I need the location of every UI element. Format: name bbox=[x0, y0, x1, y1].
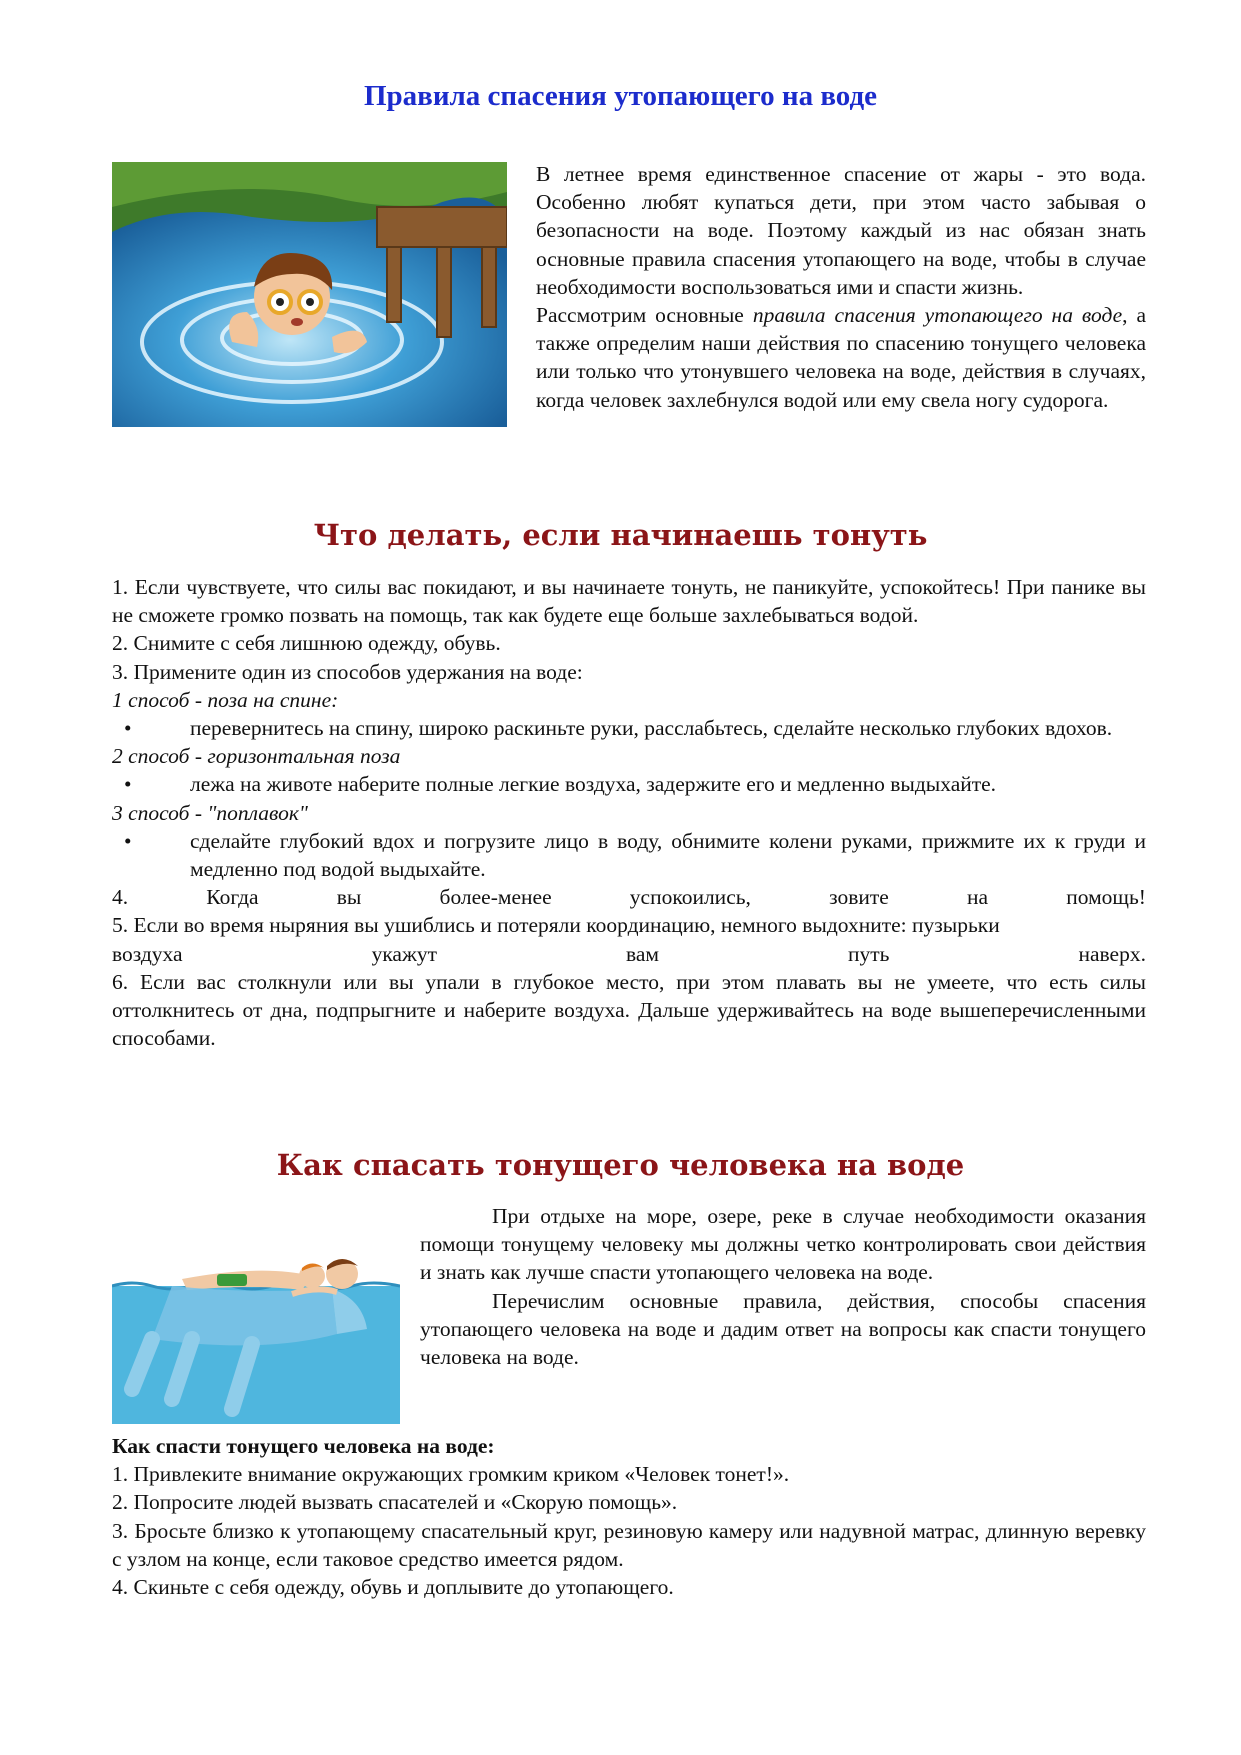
intro-p2-end: , а также определим наши действия по спасению тонущего человека или только что утонувшего человека на воде, действия в случаях, когда человек захлебнулся водой или ему свела ногу судорога. bbox=[536, 303, 1146, 412]
way-1-label: 1 способ - поза на спине: bbox=[112, 687, 339, 712]
rescue-step: 4. Скиньте с себя одежду, обувь и доплывите до утопающего. bbox=[112, 1575, 674, 1600]
list-item-4 bbox=[112, 883, 1146, 911]
word: вы bbox=[336, 885, 362, 910]
list-item-6: 6. Если вас столкнули или вы упали в глубокое место, при этом плавать вы не умеете, что есть силы оттолкнитесь от дна, подпрыгните и наберите воздуха. Дальше удерживайтесь на воде вышеперечисленными способами. bbox=[112, 969, 1146, 1051]
word: укажут bbox=[371, 941, 437, 966]
word: помощь! bbox=[1066, 885, 1146, 910]
page-title: Правила спасения утопающего на воде bbox=[363, 80, 878, 112]
way-2-label: 2 способ - горизонтальная поза bbox=[112, 744, 401, 769]
intro-p2-italic: правила спасения утопающего на воде bbox=[752, 303, 1123, 328]
word: воздуха bbox=[112, 941, 183, 966]
way-2-text: лежа на животе наберите полные легкие воздуха, задержите его и медленно выдыхайте. bbox=[190, 772, 997, 797]
rescue-paragraph-1: При отдыхе на море, озере, реке в случае необходимости оказания помощи тонущему человеку мы должны четко контролировать свои действия и знать как лучше спасти утопающего человека на воде. bbox=[420, 1204, 1146, 1285]
way-2-bullet bbox=[112, 770, 1146, 798]
word: путь bbox=[848, 941, 890, 966]
intro-block bbox=[112, 160, 1146, 427]
boy-drowning-illustration bbox=[112, 162, 507, 427]
list-item-2: 2. Снимите с себя лишнюю одежду, обувь. bbox=[112, 631, 501, 656]
word: зовите bbox=[829, 885, 889, 910]
rescue-step: 1. Привлеките внимание окружающих громким криком «Человек тонет!». bbox=[112, 1462, 790, 1487]
drowning-self-help-list bbox=[112, 573, 1146, 1052]
section1-heading: Что делать, если начинаешь тонуть bbox=[313, 518, 928, 552]
section2-heading: Как спасать тонущего человека на воде bbox=[276, 1148, 965, 1182]
rescue-steps bbox=[112, 1432, 1146, 1601]
way-3-bullet bbox=[112, 827, 1146, 883]
list-item-1: 1. Если чувствуете, что силы вас покидают, и вы начинаете тонуть, не паникуйте, успокойтесь! При панике вы не сможете громко позвать на помощь, так как будете еще больше захлебываться водой. bbox=[112, 575, 1146, 628]
rescue-paragraph-2: Перечислим основные правила, действия, способы спасения утопающего человека на воде и дадим ответ на вопросы как спасти тонущего человека на воде. bbox=[420, 1288, 1146, 1370]
word: на bbox=[966, 885, 989, 910]
rescue-swimmer-illustration bbox=[112, 1224, 400, 1424]
rescue-step: 3. Бросьте близко к утопающему спасательный круг, резиновую камеру или надувной матрас, длинную веревку с узлом на конце, если таковое средство имеется рядом. bbox=[112, 1518, 1146, 1571]
word: успокоились, bbox=[629, 885, 751, 910]
bullet-icon: • bbox=[124, 772, 132, 797]
list-item-3: 3. Примените один из способов удержания на воде: bbox=[112, 659, 583, 684]
word: более-менее bbox=[439, 885, 552, 910]
way-3-text: сделайте глубокий вдох и погрузите лицо в воду, обнимите колени руками, прижмите их к груди и медленно под водой выдыхайте. bbox=[190, 828, 1146, 882]
word: Когда bbox=[206, 885, 259, 910]
rescue-intro-block bbox=[112, 1202, 1146, 1424]
bullet-icon: • bbox=[124, 828, 132, 853]
intro-paragraph-1: В летнее время единственное спасение от жары - это вода. Особенно любят купаться дети, при этом часто забывая о безопасности на воде. Поэтому каждый из нас обязан знать основные правила спасения утопающего на воде, чтобы в случае необходимости воспользоваться ими и спасти жизнь. bbox=[536, 162, 1146, 299]
way-3-label: 3 способ - "поплавок" bbox=[112, 800, 308, 825]
word: наверх. bbox=[1078, 941, 1146, 966]
way-1-bullet bbox=[112, 714, 1146, 742]
list-item-5-line-1: 5. Если во время ныряния вы ушиблись и потеряли координацию, немного выдохните: пузырьки bbox=[112, 913, 1000, 938]
word: вам bbox=[625, 941, 660, 966]
way-1-text: перевернитесь на спину, широко раскиньте руки, расслабьтесь, сделайте несколько глубоких вдохов. bbox=[190, 716, 1113, 741]
word: 4. bbox=[112, 885, 129, 910]
intro-p2-start: Рассмотрим основные bbox=[536, 303, 753, 328]
list-item-5-line-2 bbox=[112, 940, 1146, 968]
rescue-step: 2. Попросите людей вызвать спасателей и «Скорую помощь». bbox=[112, 1490, 678, 1515]
bullet-icon: • bbox=[124, 716, 132, 741]
rescue-steps-heading: Как спасти тонущего человека на воде: bbox=[112, 1434, 495, 1458]
